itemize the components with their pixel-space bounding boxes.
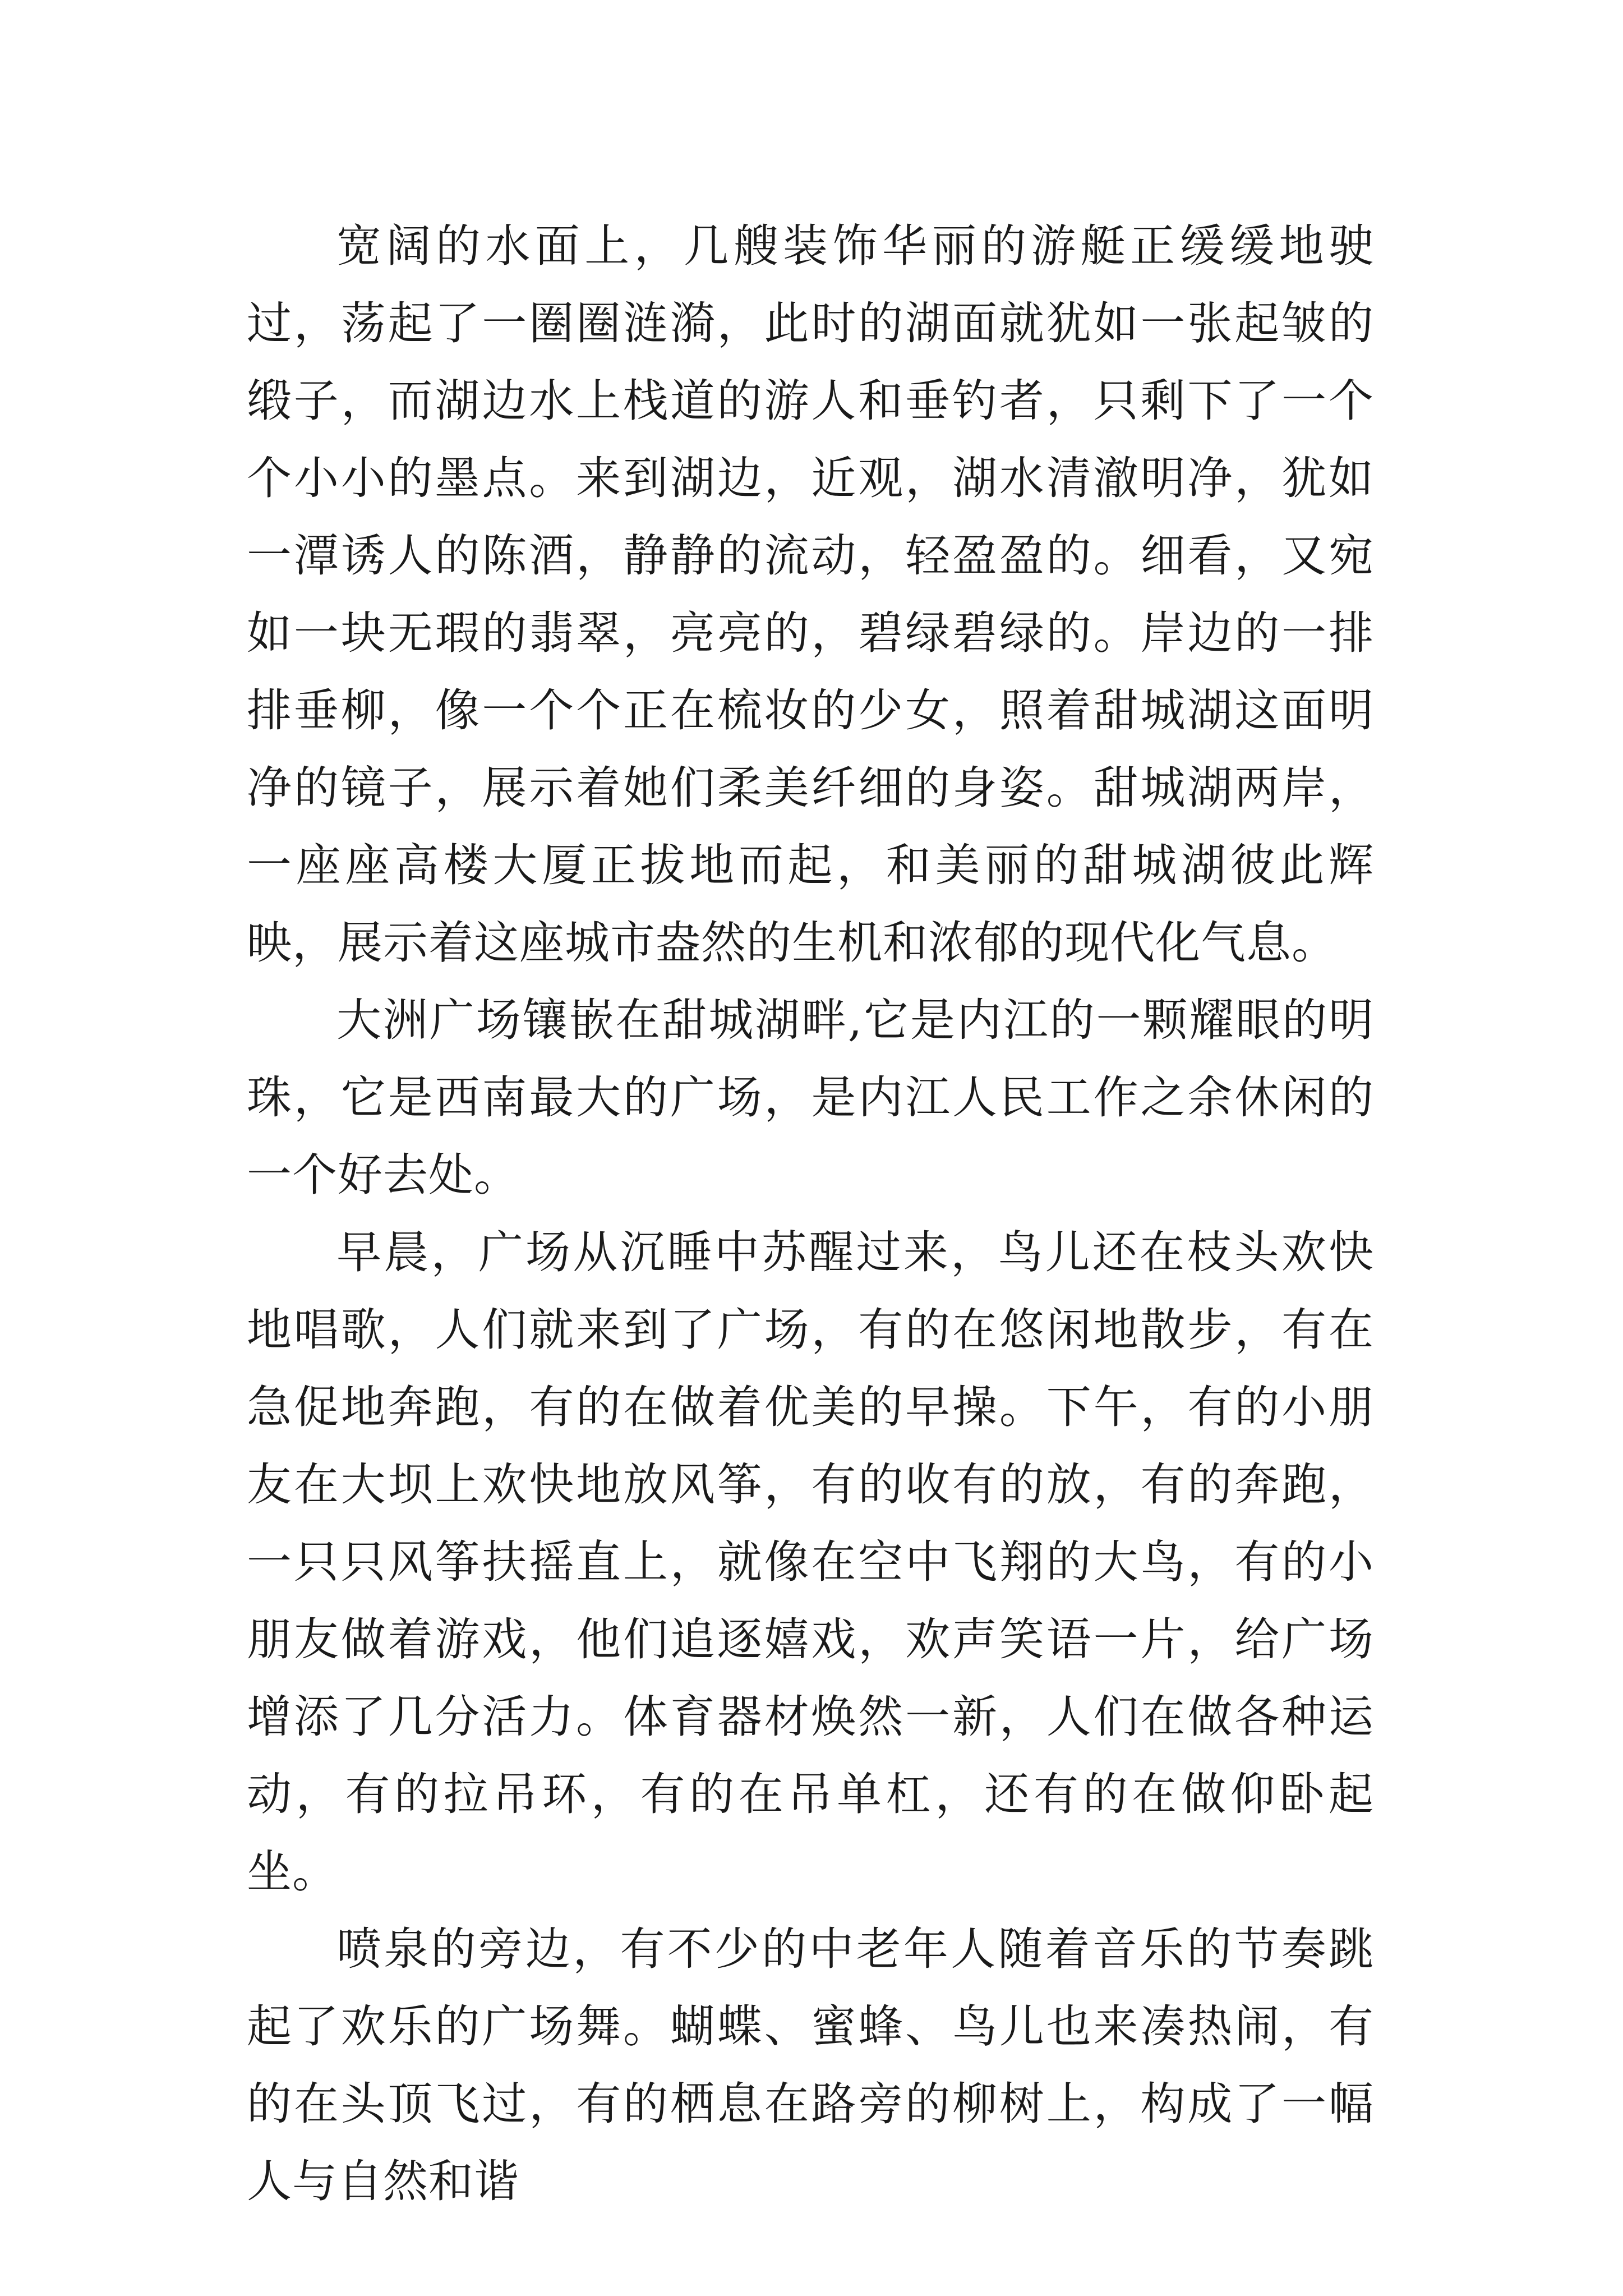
paragraph-fountain-dance: 喷泉的旁边，有不少的中老年人随着音乐的节奏跳起了欢乐的广场舞。蝴蝶、蜜蜂、鸟儿也来凑热闹，有的在头顶飞过，有的栖息在路旁的柳树上，构成了一幅人与自然和谐 (247, 1923, 1374, 2207)
document-body (247, 208, 1374, 2220)
paragraph-dazhou-square: 大洲广场镶嵌在甜城湖畔,它是内江的一颗耀眼的明珠，它是西南最大的广场，是内江人民工作之余休闲的一个好去处。 (247, 994, 1374, 1201)
paragraph-morning-afternoon: 早晨，广场从沉睡中苏醒过来，鸟儿还在枝头欢快地唱歌，人们就来到了广场，有的在悠闲地散步，有在急促地奔跑，有的在做着优美的早操。下午，有的小朋友在大坝上欢快地放风筝，有的收有的放，有的奔跑，一只只风筝扶摇直上，就像在空中飞翔的大鸟，有的小朋友做着游戏，他们追逐嬉戏，欢声笑语一片，给广场增添了几分活力。体育器材焕然一新，人们在做各种运动，有的拉吊环，有的在吊单杠，还有的在做仰卧起坐。 (247, 1226, 1374, 1898)
paragraph-lake-view: 宽阔的水面上，几艘装饰华丽的游艇正缓缓地驶过，荡起了一圈圈涟漪，此时的湖面就犹如一张起皱的缎子，而湖边水上栈道的游人和垂钓者，只剩下了一个个小小的墨点。来到湖边，近观，湖水清澈明净，犹如一潭诱人的陈酒，静静的流动，轻盈盈的。细看，又宛如一块无瑕的翡翠，亮亮的，碧绿碧绿的。岸边的一排排垂柳，像一个个正在梳妆的少女，照着甜城湖这面明净的镜子，展示着她们柔美纤细的身姿。甜城湖两岸，一座座高楼大厦正拔地而起，和美丽的甜城湖彼此辉映，展示着这座城市盎然的生机和浓郁的现代化气息。 (247, 220, 1374, 969)
